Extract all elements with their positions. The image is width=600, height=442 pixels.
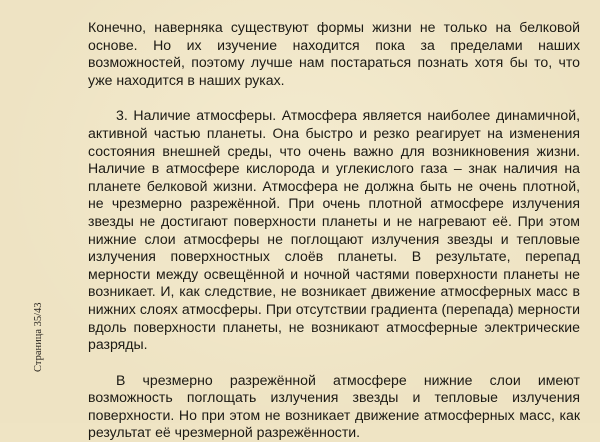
page-number-label: Страница 35/43 [33,302,44,372]
main-text [88,19,580,442]
paragraph-2: 3. Наличие атмосферы. Атмосфера является наиболее динамичной, активной частью планеты. Она быстро и резко реагирует на изменения состояния внешней среды, что очень важно для возникновения жизни. Наличие в атмосфере кислорода и углекислого газа – знак наличия на планете белковой жизни. Атмосфера не должна быть не очень плотной, не чрезмерно разрежённой. При очень плотной атмосфере излучения звезды не достигают поверхности планеты и не нагревают её. При этом нижние слои атмосферы не поглощают излучения звезды и тепловые излучения поверхностных слоёв планеты. В результате, перепад мерности между освещённой и ночной частями поверхности планеты не возникает. И, как следствие, не возникает движение атмосферных масс в нижних слоях атмосферы. При отсутствии градиента (перепада) мерности вдоль поверхности планеты, не возникают атмосферные электрические разряды. [88,107,580,353]
page-sidebar [0,0,64,423]
paragraph-3: В чрезмерно разрежённой атмосфере нижние слои имеют возможность поглощать излучения звезды и тепловые излучения поверхности. Но при этом не возникает движение атмосферных масс, как результат её чрезмерной разрежённости. [88,371,580,441]
paragraph-1: Конечно, наверняка существуют формы жизни не только на белковой основе. Но их изучение находится пока за пределами наших возможностей, поэтому лучше нам постараться познать хотя бы то, что уже находится в наших руках. [88,19,580,88]
